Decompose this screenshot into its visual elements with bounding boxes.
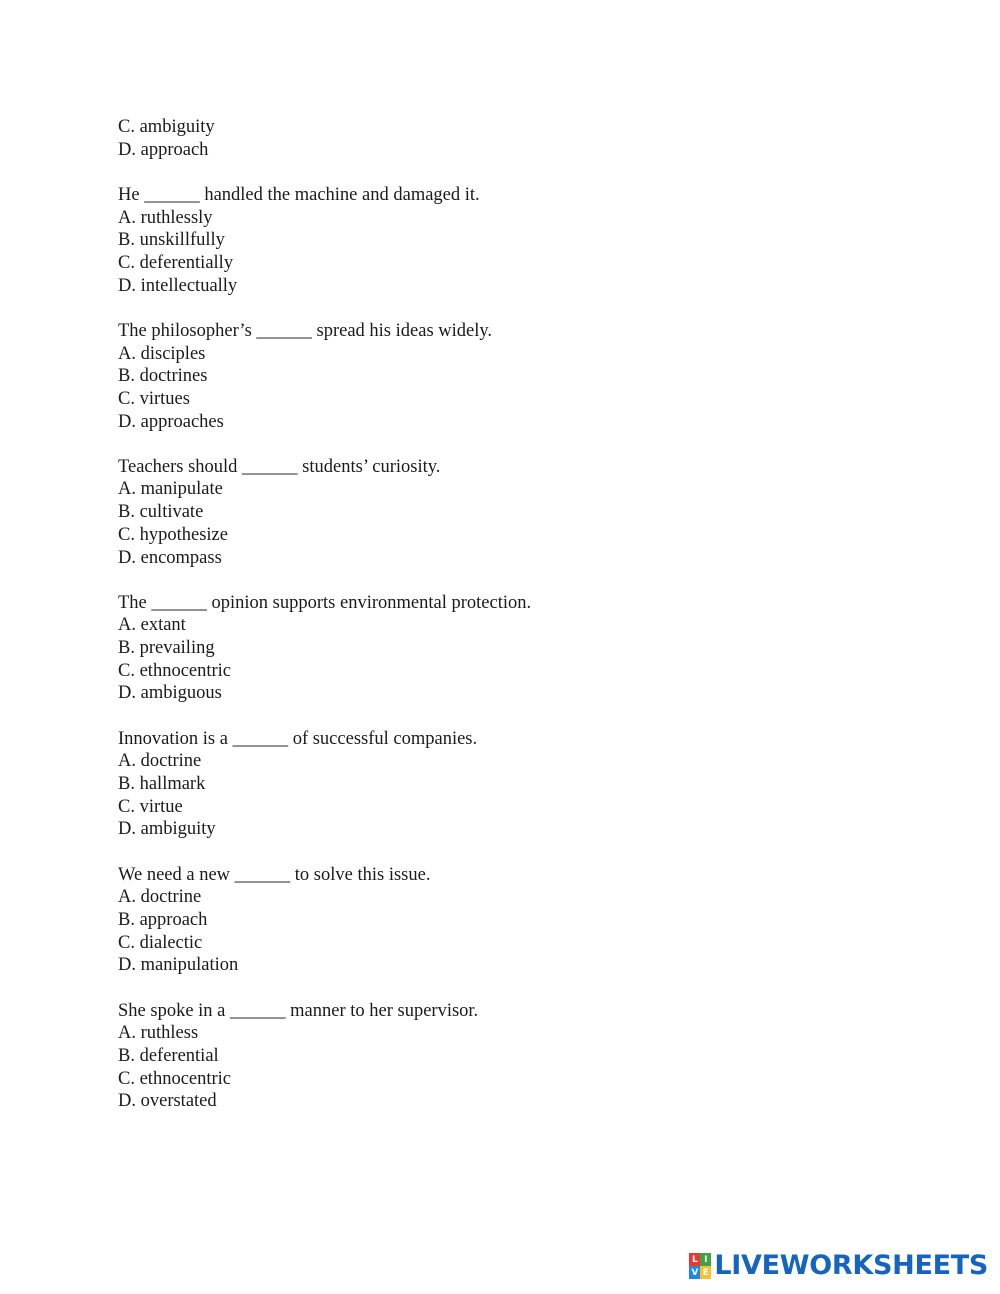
question-stem: We need a new ______ to solve this issue. bbox=[118, 864, 431, 885]
question-stem: She spoke in a ______ manner to her supervisor. bbox=[118, 1000, 479, 1021]
answer-option: A. ruthlessly bbox=[118, 207, 213, 228]
answer-option: C. ambiguity bbox=[118, 117, 215, 137]
question-stem: The ______ opinion supports environmental protection. bbox=[118, 592, 532, 613]
answer-option: A. doctrine bbox=[118, 751, 202, 772]
answer-option: C. ethnocentric bbox=[118, 660, 232, 681]
answer-option: A. doctrine bbox=[118, 887, 202, 908]
answer-option: D. intellectually bbox=[118, 275, 238, 296]
answer-option: C. deferentially bbox=[118, 252, 234, 273]
answer-option: D. ambiguity bbox=[118, 819, 216, 840]
question-block bbox=[118, 864, 938, 977]
logo-mark-tile: I bbox=[700, 1253, 711, 1266]
liveworksheets-logo-icon bbox=[689, 1253, 711, 1279]
logo-mark-tile: V bbox=[689, 1266, 700, 1279]
question-block bbox=[118, 456, 938, 569]
answer-option: B. hallmark bbox=[118, 774, 206, 794]
question-stem: The philosopher’s ______ spread his ideas widely. bbox=[118, 320, 493, 341]
answer-option: D. encompass bbox=[118, 547, 222, 568]
answer-option: B. approach bbox=[118, 909, 208, 930]
answer-option: B. prevailing bbox=[118, 638, 215, 659]
logo-text: LIVEWORKSHEETS bbox=[714, 1250, 988, 1281]
question-block bbox=[118, 592, 938, 705]
answer-option: A. manipulate bbox=[118, 479, 223, 500]
question-block bbox=[118, 184, 938, 297]
answer-option: B. doctrines bbox=[118, 366, 208, 387]
liveworksheets-logo bbox=[689, 1251, 988, 1281]
question-stem: He ______ handled the machine and damaged it. bbox=[118, 184, 480, 205]
question-block bbox=[118, 320, 938, 433]
logo-mark-tile: E bbox=[700, 1266, 711, 1279]
answer-option: C. dialectic bbox=[118, 932, 203, 953]
question-block bbox=[118, 728, 938, 841]
answer-option: D. approach bbox=[118, 139, 209, 160]
answer-option: A. extant bbox=[118, 615, 186, 636]
logo-mark-tile: L bbox=[689, 1253, 700, 1266]
top-options-block bbox=[118, 116, 938, 161]
answer-option: B. unskillfully bbox=[118, 230, 225, 251]
question-block bbox=[118, 1000, 938, 1113]
answer-option: B. deferential bbox=[118, 1045, 219, 1066]
answer-option: C. hypothesize bbox=[118, 524, 228, 545]
answer-option: A. disciples bbox=[118, 343, 206, 364]
answer-option: D. approaches bbox=[118, 411, 224, 432]
question-stem: Teachers should ______ students’ curiosity. bbox=[118, 456, 441, 477]
answer-option: C. virtues bbox=[118, 388, 190, 409]
worksheet-page bbox=[118, 116, 938, 1135]
answer-option: D. ambiguous bbox=[118, 683, 222, 704]
answer-option: C. virtue bbox=[118, 796, 183, 817]
question-stem: Innovation is a ______ of successful companies. bbox=[118, 728, 478, 749]
answer-option: D. overstated bbox=[118, 1091, 217, 1112]
answer-option: B. cultivate bbox=[118, 502, 204, 523]
answer-option: A. ruthless bbox=[118, 1023, 199, 1044]
answer-option: C. ethnocentric bbox=[118, 1068, 232, 1089]
answer-option: D. manipulation bbox=[118, 955, 239, 976]
